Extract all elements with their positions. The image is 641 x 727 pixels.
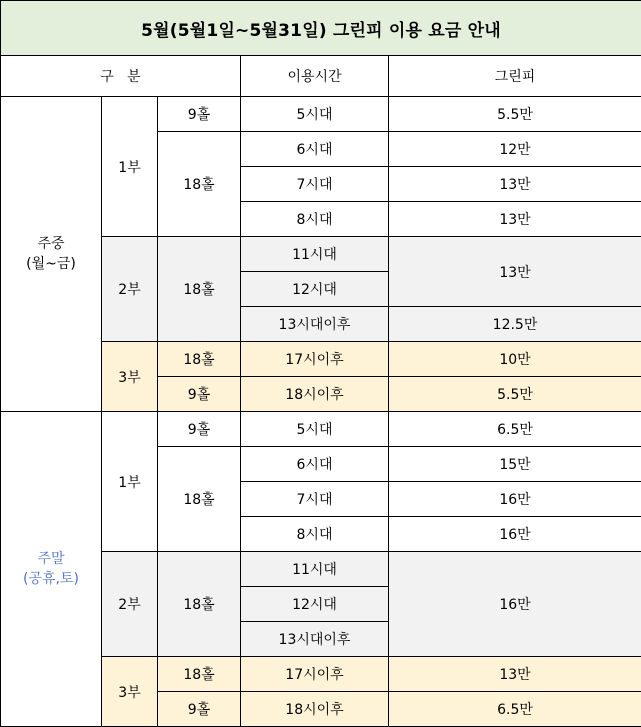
weekend-time-cell: 12시대 xyxy=(241,587,389,622)
weekend-part3-holes: 9홀 xyxy=(158,692,241,727)
weekday-fee-cell: 12.5만 xyxy=(389,307,641,342)
table-title: 5월(5월1일~5월31일) 그린피 이용 요금 안내 xyxy=(1,1,641,56)
weekday-fee-cell: 13만 xyxy=(389,202,641,237)
weekday-part2-label: 2부 xyxy=(102,237,158,342)
weekday-time-cell: 6시대 xyxy=(241,132,389,167)
weekday-fee-cell: 5.5만 xyxy=(389,377,641,412)
weekend-time-cell: 11시대 xyxy=(241,552,389,587)
weekend-time-cell: 18시이후 xyxy=(241,692,389,727)
weekend-fee-cell: 16만 xyxy=(389,482,641,517)
weekday-time-cell: 8시대 xyxy=(241,202,389,237)
header-time: 이용시간 xyxy=(241,56,389,97)
weekday-fee-cell: 5.5만 xyxy=(389,97,641,132)
weekend-label-line1: 주말 xyxy=(37,551,65,567)
weekend-fee-cell: 6.5만 xyxy=(389,412,641,447)
weekend-part2-label: 2부 xyxy=(102,552,158,657)
weekday-time-cell: 12시대 xyxy=(241,272,389,307)
weekday-time-cell: 13시대이후 xyxy=(241,307,389,342)
weekend-part3-label: 3부 xyxy=(102,657,158,727)
weekday-fee-cell: 13만 xyxy=(389,167,641,202)
weekday-part2-holes: 18홀 xyxy=(158,237,241,342)
weekend-part1-holes-9: 9홀 xyxy=(158,412,241,447)
weekend-part1-holes-18: 18홀 xyxy=(158,447,241,552)
weekend-time-cell: 6시대 xyxy=(241,447,389,482)
weekday-part1-holes-18: 18홀 xyxy=(158,132,241,237)
weekend-fee-cell: 16만 xyxy=(389,552,641,657)
weekend-time-cell: 5시대 xyxy=(241,412,389,447)
weekday-time-cell: 11시대 xyxy=(241,237,389,272)
weekday-part1-label: 1부 xyxy=(102,97,158,237)
weekend-part2-holes: 18홀 xyxy=(158,552,241,657)
weekday-time-cell: 5시대 xyxy=(241,97,389,132)
weekday-part3-holes: 9홀 xyxy=(158,377,241,412)
header-fee: 그린피 xyxy=(389,56,641,97)
weekend-label-line2: (공휴,토) xyxy=(23,571,79,587)
weekend-fee-cell: 6.5만 xyxy=(389,692,641,727)
weekend-label xyxy=(1,412,102,727)
header-category: 구 분 xyxy=(1,56,241,97)
weekday-fee-cell: 13만 xyxy=(389,237,641,307)
weekend-part1-label: 1부 xyxy=(102,412,158,552)
weekday-part3-holes: 18홀 xyxy=(158,342,241,377)
weekday-label-line1: 주중 xyxy=(37,236,65,252)
weekday-label-line2: (월~금) xyxy=(26,256,76,272)
weekday-time-cell: 18시이후 xyxy=(241,377,389,412)
weekday-fee-cell: 12만 xyxy=(389,132,641,167)
weekend-fee-cell: 16만 xyxy=(389,517,641,552)
weekend-fee-cell: 13만 xyxy=(389,657,641,692)
weekend-time-cell: 13시대이후 xyxy=(241,622,389,657)
weekday-time-cell: 7시대 xyxy=(241,167,389,202)
weekend-time-cell: 17시이후 xyxy=(241,657,389,692)
weekday-part3-label: 3부 xyxy=(102,342,158,412)
weekday-fee-cell: 10만 xyxy=(389,342,641,377)
weekend-part3-holes: 18홀 xyxy=(158,657,241,692)
weekend-time-cell: 8시대 xyxy=(241,517,389,552)
weekend-time-cell: 7시대 xyxy=(241,482,389,517)
weekend-fee-cell: 15만 xyxy=(389,447,641,482)
weekday-time-cell: 17시이후 xyxy=(241,342,389,377)
weekday-label xyxy=(1,97,102,412)
weekday-part1-holes-9: 9홀 xyxy=(158,97,241,132)
